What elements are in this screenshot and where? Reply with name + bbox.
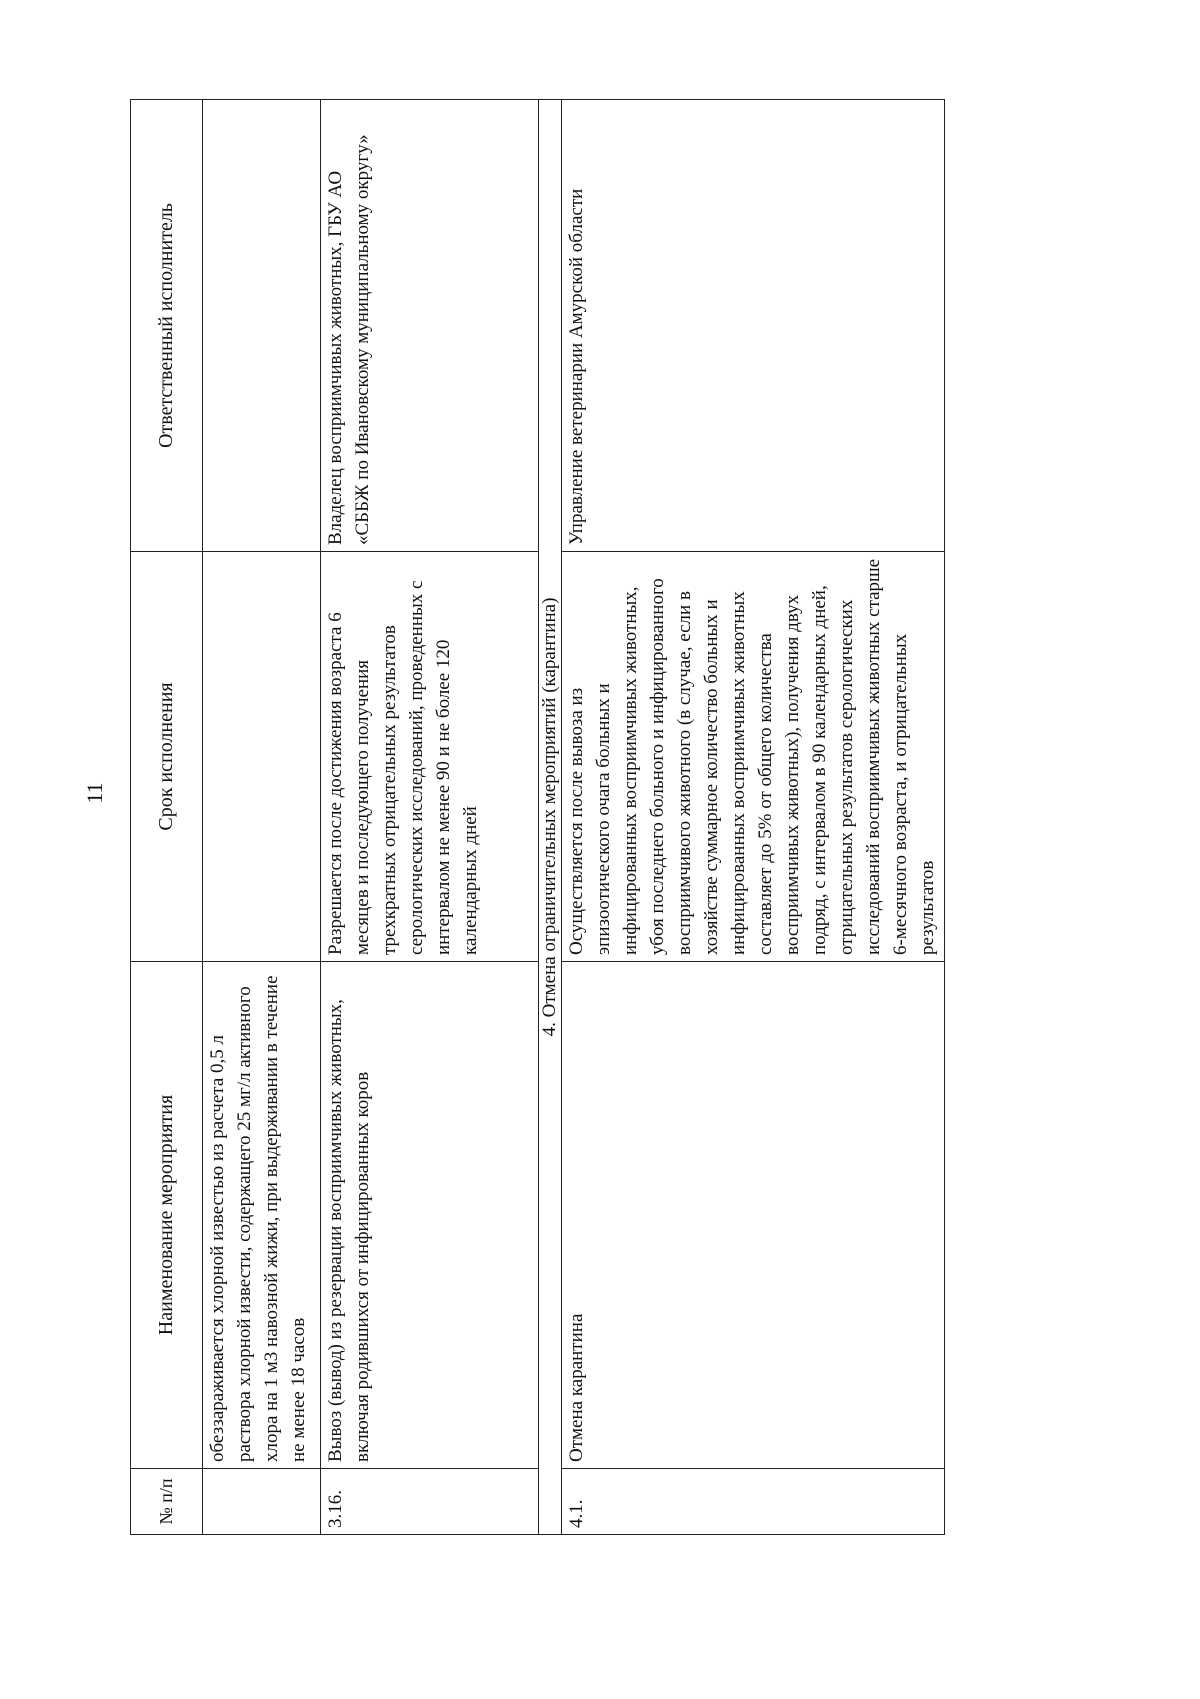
row-term: Разрешается после достижения возраста 6 месяцев и последующего получения трехкратных отрицательных результатов серологических исследований, проведенных с интервалом не менее 90 и не более 120 календарных дней [321,552,539,962]
page-number: 11 [82,782,107,804]
row-num: 3.16. [321,1469,539,1535]
row-executor [203,100,321,552]
row-name: Отмена карантина [562,962,945,1469]
header-term: Срок исполнения [131,552,203,962]
table-row [203,100,321,1535]
row-num [203,1469,321,1535]
table-row [321,100,539,1535]
section-heading: 4. Отмена ограничительных мероприятий (карантина) [539,100,562,1535]
row-executor: Владелец восприимчивых животных, ГБУ АО «СББЖ по Ивановскому муниципальному округу» [321,100,539,552]
row-name: обеззараживается хлорной известью из расчета 0,5 л раствора хлорной извести, содержащего 25 мг/л активного хлора на 1 м3 навозной жижи, при выдерживании в течение не менее 18 часов [203,962,321,1469]
section-heading-row [539,100,562,1535]
header-executor: Ответственный исполнитель [131,100,203,552]
measures-table [130,99,945,1535]
rotated-page-content [130,100,938,1535]
row-num: 4.1. [562,1469,945,1535]
row-executor: Управление ветеринарии Амурской области [562,100,945,552]
row-term [203,552,321,962]
row-name: Вывоз (вывод) из резервации восприимчивых животных, включая родившихся от инфицированных коров [321,962,539,1469]
table-row [562,100,945,1535]
table-header-row [131,100,203,1535]
row-term: Осуществляется после вывоза из эпизоотического очага больных и инфицированных восприимчивых животных, убоя последнего больного и инфицированного восприимчивого животного (в случае, если в хозяйстве суммарное количество больных и инфицированных восприимчивых животных составляет до 5% от общего количества восприимчивых животных), получения двух подряд, с интервалом в 90 календарных дней, отрицательных результатов серологических исследований восприимчивых животных старше 6-месячного возраста, и отрицательных результатов [562,552,945,962]
header-num: № п/п [131,1469,203,1535]
header-name: Наименование мероприятия [131,962,203,1469]
